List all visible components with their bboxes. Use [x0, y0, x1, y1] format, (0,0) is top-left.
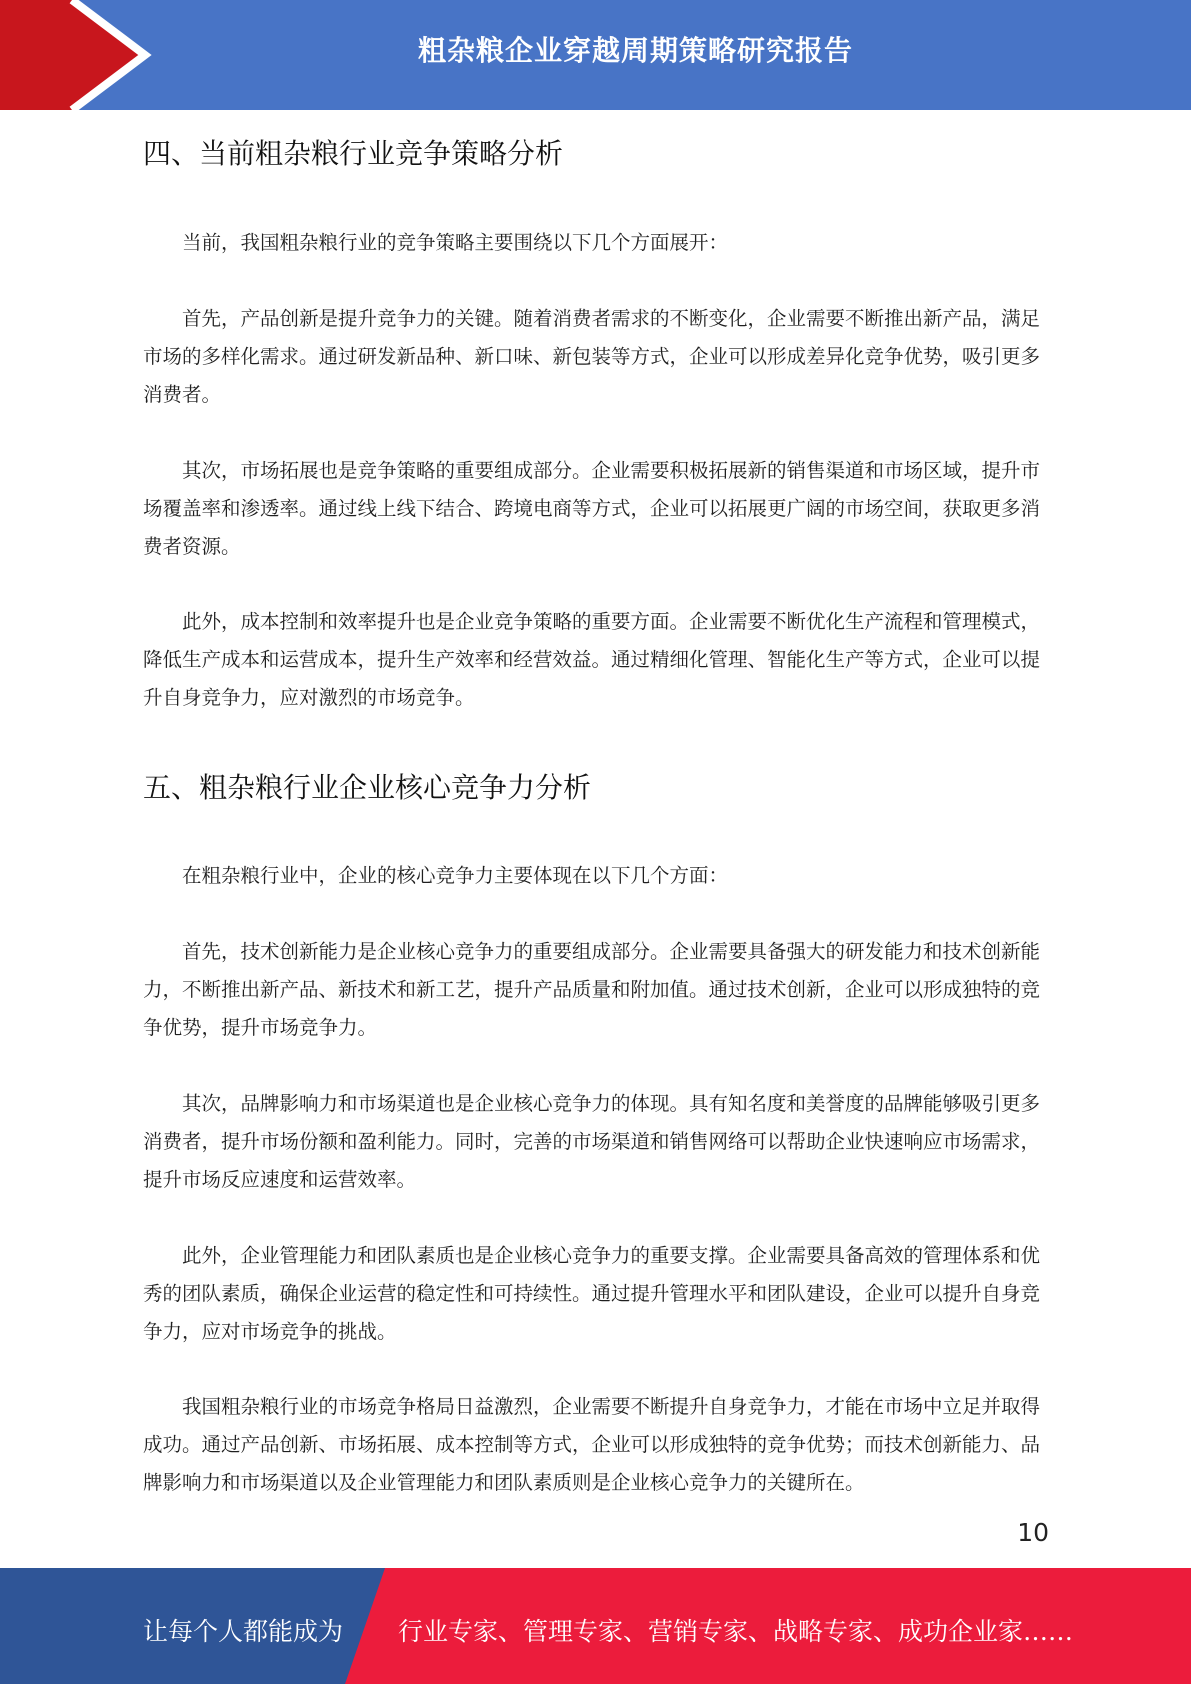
section-heading-5: 五、粗杂粮行业企业核心竞争力分析 [143, 771, 592, 804]
footer-slogan-left: 让每个人都能成为 [143, 1617, 344, 1646]
paragraph: 当前，我国粗杂粮行业的竞争策略主要围绕以下几个方面展开： [182, 231, 729, 254]
paragraph: 首先，技术创新能力是企业核心竞争力的重要组成部分。企业需要具备强大的研发能力和技术创新能力，不断推出新产品、新技术和新工艺，提升产品质量和附加值。通过技术创新，企业可以形成独特的竞争优势，提升市场竞争力。 [143, 940, 1041, 1039]
page-number: 10 [1017, 1518, 1049, 1547]
paragraph: 此外，成本控制和效率提升也是企业竞争策略的重要方面。企业需要不断优化生产流程和管理模式，降低生产成本和运营成本，提升生产效率和经营效益。通过精细化管理、智能化生产等方式，企业可以提升自身竞争力，应对激烈的市场竞争。 [143, 610, 1041, 709]
page-header [0, 0, 1191, 110]
paragraph: 其次，市场拓展也是竞争策略的重要组成部分。企业需要积极拓展新的销售渠道和市场区域，提升市场覆盖率和渗透率。通过线上线下结合、跨境电商等方式，企业可以拓展更广阔的市场空间，获取更多消费者资源。 [143, 459, 1041, 558]
footer-slogan-right: 行业专家、管理专家、营销专家、战略专家、成功企业家…… [398, 1617, 1074, 1646]
report-title: 粗杂粮企业穿越周期策略研究报告 [417, 34, 853, 67]
paragraph: 此外，企业管理能力和团队素质也是企业核心竞争力的重要支撑。企业需要具备高效的管理体系和优秀的团队素质，确保企业运营的稳定性和可持续性。通过提升管理水平和团队建设，企业可以提升自身竞争力，应对市场竞争的挑战。 [143, 1244, 1041, 1343]
paragraph: 首先，产品创新是提升竞争力的关键。随着消费者需求的不断变化，企业需要不断推出新产品，满足市场的多样化需求。通过研发新品种、新口味、新包装等方式，企业可以形成差异化竞争优势，吸引更多消费者。 [143, 307, 1041, 406]
page-footer [0, 1568, 1191, 1684]
paragraph: 其次，品牌影响力和市场渠道也是企业核心竞争力的体现。具有知名度和美誉度的品牌能够吸引更多消费者，提升市场份额和盈利能力。同时，完善的市场渠道和销售网络可以帮助企业快速响应市场需求，提升市场反应速度和运营效率。 [143, 1092, 1041, 1191]
paragraph: 在粗杂粮行业中，企业的核心竞争力主要体现在以下几个方面： [182, 864, 729, 887]
section-heading-4: 四、当前粗杂粮行业竞争策略分析 [143, 137, 564, 170]
paragraph: 我国粗杂粮行业的市场竞争格局日益激烈，企业需要不断提升自身竞争力，才能在市场中立足并取得成功。通过产品创新、市场拓展、成本控制等方式，企业可以形成独特的竞争优势；而技术创新能力、品牌影响力和市场渠道以及企业管理能力和团队素质则是企业核心竞争力的关键所在。 [143, 1395, 1041, 1494]
